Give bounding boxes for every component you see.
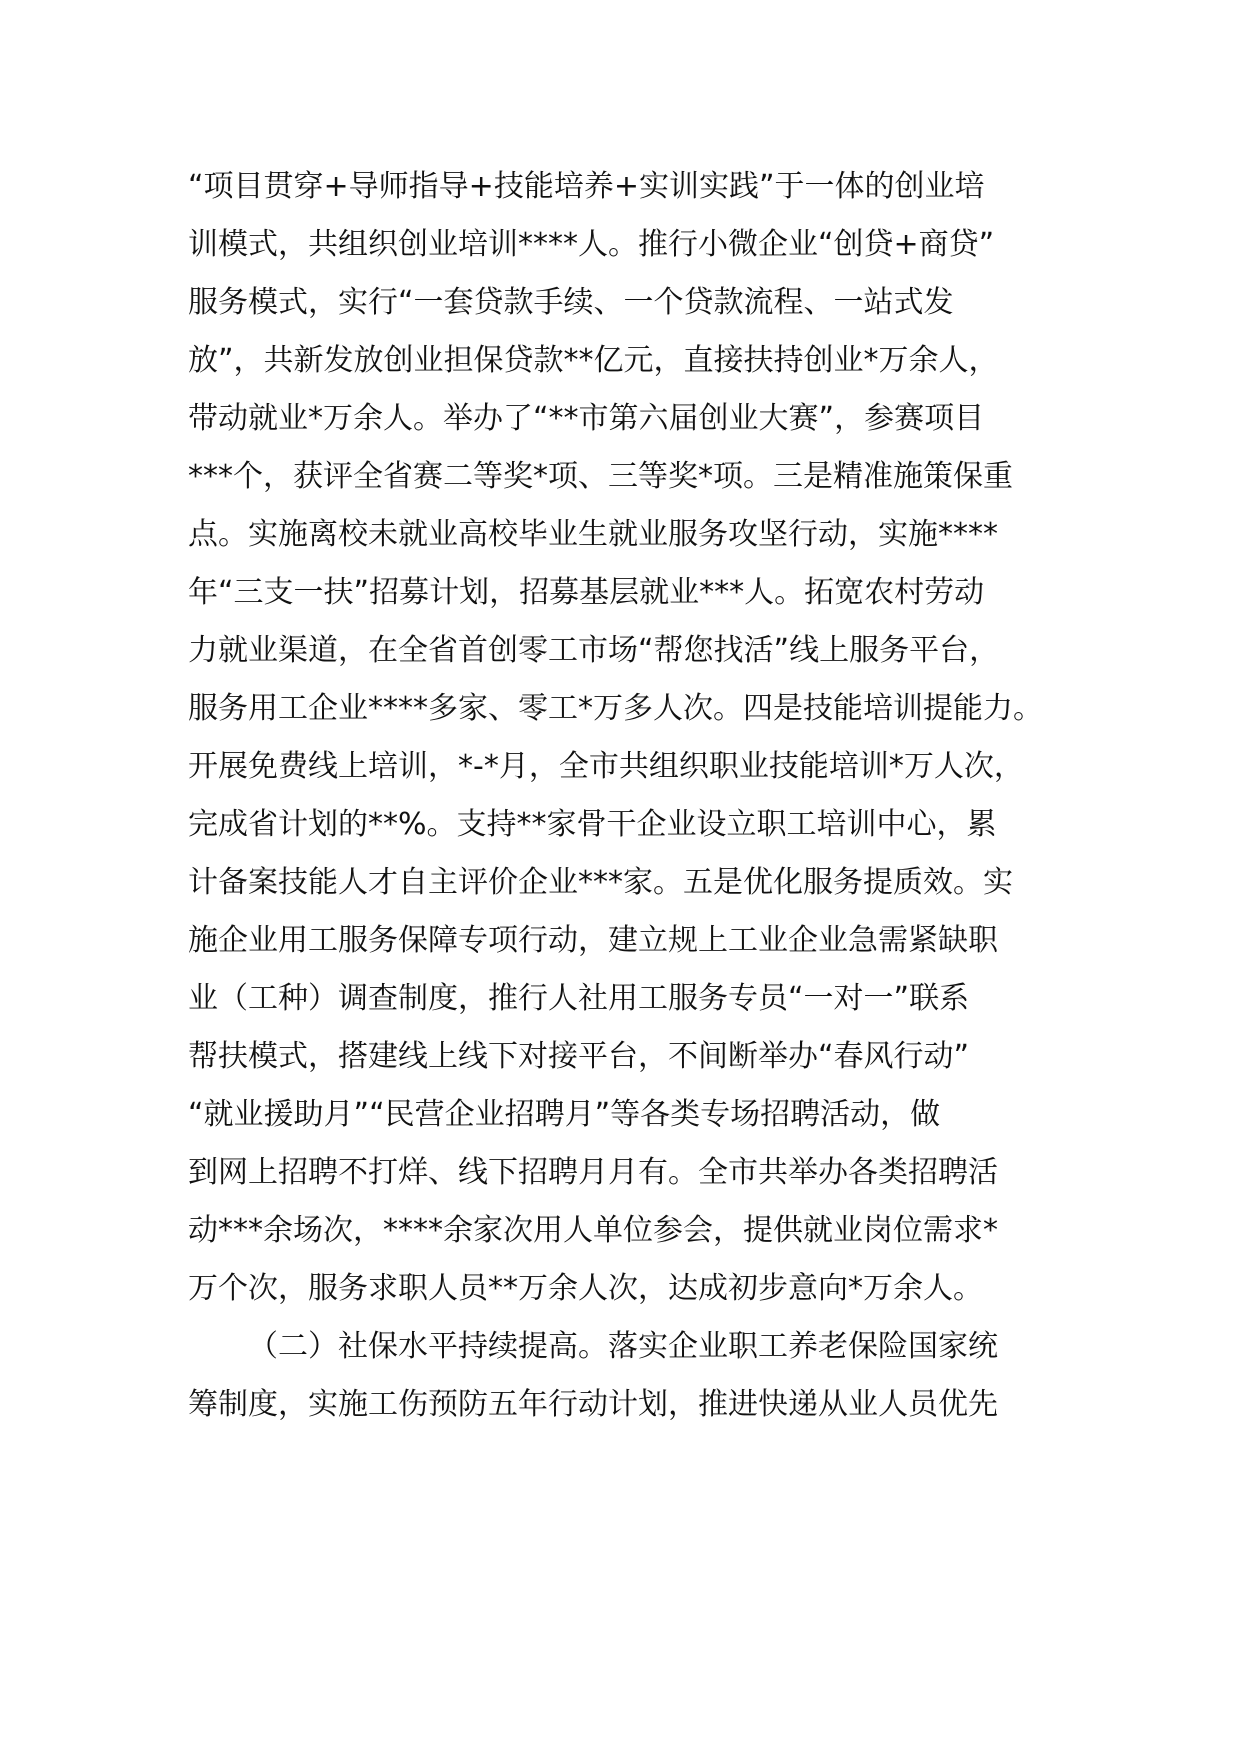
text-line: 力就业渠道，在全省首创零工市场“帮您找活”线上服务平台， bbox=[188, 633, 1000, 668]
text-line: 施企业用工服务保障专项行动，建立规上工业企业急需紧缺职 bbox=[188, 923, 998, 958]
text-line: 开展免费线上培训，*-*月，全市共组织职业技能培训*万人次， bbox=[188, 749, 1024, 784]
text-line: 计备案技能人才自主评价企业***家。五是优化服务提质效。实 bbox=[188, 865, 1013, 900]
text-line: 训模式，共组织创业培训****人。推行小微企业“创贷+商贷” bbox=[188, 227, 995, 262]
text-line: 到网上招聘不打烊、线下招聘月月有。全市共举办各类招聘活 bbox=[188, 1155, 998, 1190]
text-line: 动***余场次，****余家次用人单位参会，提供就业岗位需求* bbox=[188, 1213, 998, 1248]
section-heading-line: （二）社保水平持续提高。落实企业职工养老保险国家统 bbox=[248, 1329, 998, 1364]
text-line: 业（工种）调查制度，推行人社用工服务专员“一对一”联系 bbox=[188, 981, 970, 1016]
text-line: 服务用工企业****多家、零工*万多人次。四是技能培训提能力。 bbox=[188, 691, 1043, 726]
text-line: 带动就业*万余人。举办了“**市第六届创业大赛”，参赛项目 bbox=[188, 401, 985, 436]
text-line: 筹制度，实施工伤预防五年行动计划，推进快递从业人员优先 bbox=[188, 1387, 998, 1422]
text-line: 完成省计划的**%。支持**家骨干企业设立职工培训中心，累 bbox=[188, 807, 997, 842]
text-line: 年“三支一扶”招募计划，招募基层就业***人。拓宽农村劳动 bbox=[188, 575, 985, 610]
text-line: 点。实施离校未就业高校毕业生就业服务攻坚行动，实施**** bbox=[188, 517, 998, 552]
text-line: 帮扶模式，搭建线上线下对接平台，不间断举办“春风行动” bbox=[188, 1039, 970, 1074]
text-line: “项目贯穿+导师指导+技能培养+实训实践”于一体的创业培 bbox=[188, 169, 985, 204]
text-line: 万个次，服务求职人员**万余人次，达成初步意向*万余人。 bbox=[188, 1271, 983, 1306]
text-line: ***个，获评全省赛二等奖*项、三等奖*项。三是精准施策保重 bbox=[188, 459, 1013, 494]
text-line: 服务模式，实行“一套贷款手续、一个贷款流程、一站式发 bbox=[188, 285, 954, 320]
text-line: “就业援助月”“民营企业招聘月”等各类专场招聘活动，做 bbox=[188, 1097, 941, 1132]
text-line: 放”，共新发放创业担保贷款**亿元，直接扶持创业*万余人， bbox=[188, 343, 999, 378]
